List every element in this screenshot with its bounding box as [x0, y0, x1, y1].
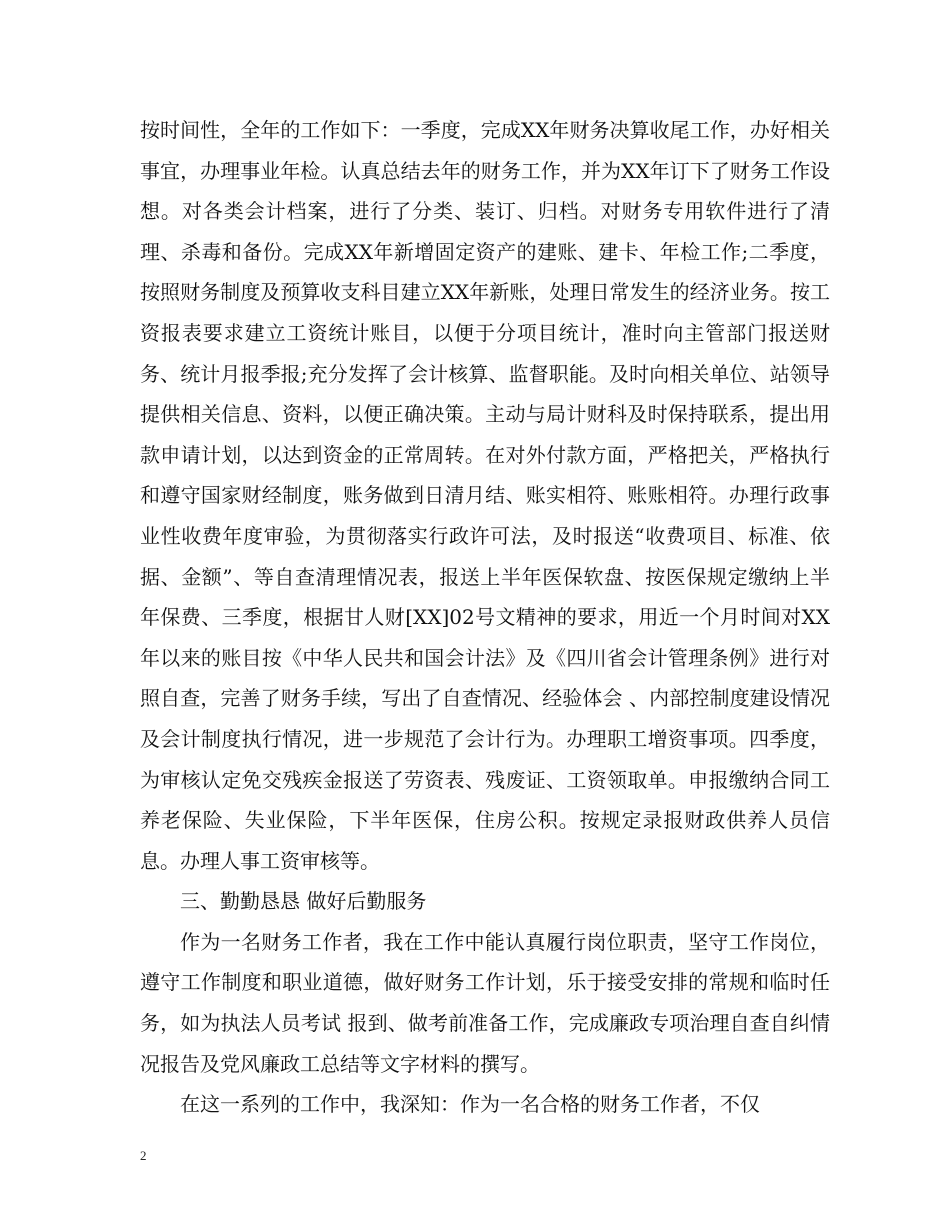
paragraph-job-duties: 作为一名财务工作者，我在工作中能认真履行岗位职责，坚守工作岗位，遵守工作制度和职业道德，做好财务工作计划，乐于接受安排的常规和临时任务，如为执法人员考试 报到、做考前准备工作，完成廉政专项治理自查自纠情况报告及党风廉政工总结等文字材料的撰写。	[140, 929, 830, 1076]
section-heading-logistics-service: 三、勤勤恳恳 做好后勤服务	[180, 889, 427, 914]
paragraph-reflection: 在这一系列的工作中，我深知：作为一名合格的财务工作者，不仅	[180, 1092, 760, 1117]
document-body	[140, 110, 830, 1125]
page-number: 2	[140, 1148, 147, 1163]
paragraph-quarterly-work: 按时间性，全年的工作如下：一季度，完成XX年财务决算收尾工作，办好相关事宜，办理事业年检。认真总结去年的财务工作，并为XX年订下了财务工作设想。对各类会计档案，进行了分类、装订、归档。对财务专用软件进行了清理、杀毒和备份。完成XX年新增固定资产的建账、建卡、年检工作;二季度，按照财务制度及预算收支科目建立XX年新账，处理日常发生的经济业务。按工资报表要求建立工资统计账目，以便于分项目统计，准时向主管部门报送财务、统计月报季报;充分发挥了会计核算、监督职能。及时向相关单位、站领导提供相关信息、资料，以便正确决策。主动与局计财科及时保持联系，提出用款申请计划，以达到资金的正常周转。在对外付款方面，严格把关，严格执行和遵守国家财经制度，账务做到日清月结、账实相符、账账相符。办理行政事业性收费年度审验，为贯彻落实行政许可法，及时报送“收费项目、标准、依据、金额”、等自查清理情况表，报送上半年医保软盘、按医保规定缴纳上半年保费、三季度，根据甘人财[XX]02号文精神的要求，用近一个月时间对XX年以来的账目按《中华人民共和国会计法》及《四川省会计管理条例》进行对照自查，完善了财务手续，写出了自查情况、经验体会 、内部控制度建设情况及会计制度执行情况，进一步规范了会计行为。办理职工增资事项。四季度，为审核认定免交残疾金报送了劳资表、残废证、工资领取单。申报缴纳合同工养老保险、失业保险，下半年医保，住房公积。按规定录报财政供养人员信息。办理人事工资审核等。	[140, 118, 830, 873]
